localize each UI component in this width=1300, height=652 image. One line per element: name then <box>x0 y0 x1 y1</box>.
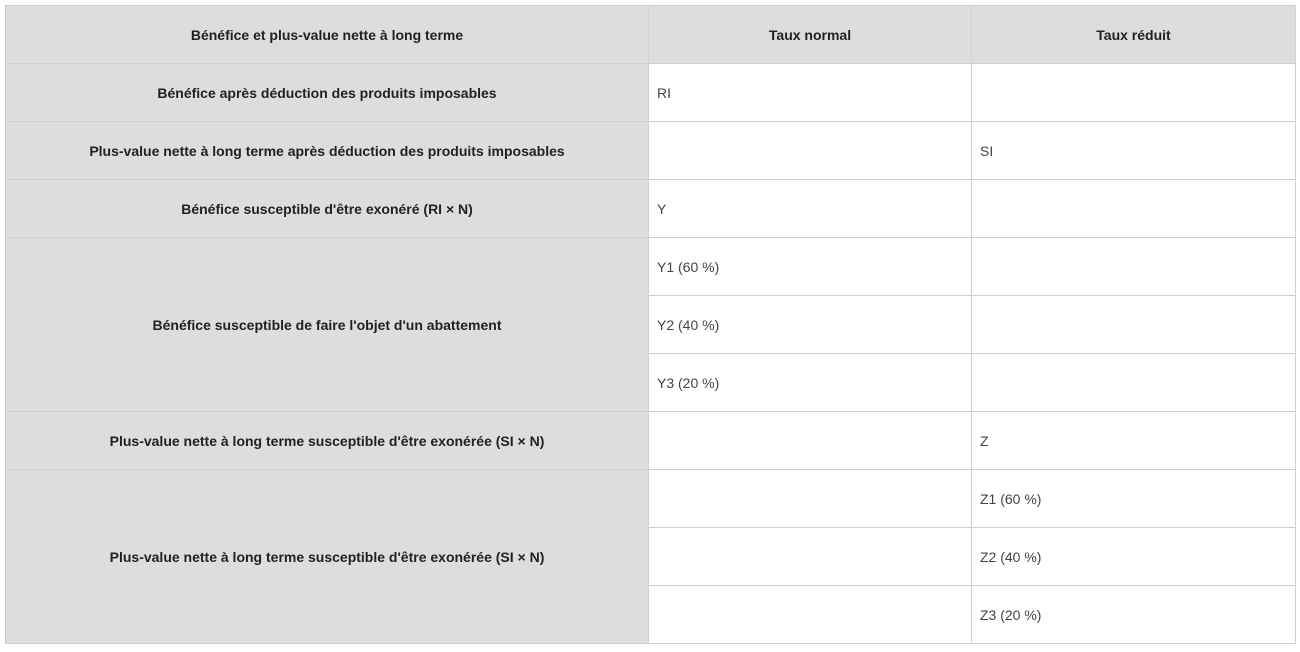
cell-taux-normal <box>649 412 972 470</box>
cell-taux-normal: Y <box>649 180 972 238</box>
tax-table <box>5 5 1296 644</box>
row-label: Bénéfice susceptible d'être exonéré (RI × N) <box>6 180 649 238</box>
table-row <box>6 238 1296 296</box>
cell-taux-reduit <box>972 296 1296 354</box>
cell-taux-reduit <box>972 180 1296 238</box>
row-label: Plus-value nette à long terme susceptible d'être exonérée (SI × N) <box>6 412 649 470</box>
row-label: Plus-value nette à long terme après déduction des produits imposables <box>6 122 649 180</box>
header-taux-normal: Taux normal <box>649 6 972 64</box>
row-label: Plus-value nette à long terme susceptible d'être exonérée (SI × N) <box>6 470 649 644</box>
cell-taux-reduit: Z1 (60 %) <box>972 470 1296 528</box>
row-label: Bénéfice susceptible de faire l'objet d'un abattement <box>6 238 649 412</box>
table-row <box>6 180 1296 238</box>
cell-taux-normal: Y3 (20 %) <box>649 354 972 412</box>
cell-taux-normal <box>649 470 972 528</box>
table-row <box>6 412 1296 470</box>
cell-taux-reduit <box>972 64 1296 122</box>
cell-taux-normal <box>649 586 972 644</box>
table-row <box>6 64 1296 122</box>
table-row <box>6 122 1296 180</box>
cell-taux-reduit: Z3 (20 %) <box>972 586 1296 644</box>
cell-taux-normal: Y2 (40 %) <box>649 296 972 354</box>
cell-taux-normal <box>649 122 972 180</box>
table-row <box>6 470 1296 528</box>
cell-taux-normal: RI <box>649 64 972 122</box>
cell-taux-normal: Y1 (60 %) <box>649 238 972 296</box>
cell-taux-reduit <box>972 354 1296 412</box>
cell-taux-reduit: Z <box>972 412 1296 470</box>
cell-taux-normal <box>649 528 972 586</box>
row-label: Bénéfice après déduction des produits imposables <box>6 64 649 122</box>
cell-taux-reduit <box>972 238 1296 296</box>
header-taux-reduit: Taux réduit <box>972 6 1296 64</box>
cell-taux-reduit: SI <box>972 122 1296 180</box>
cell-taux-reduit: Z2 (40 %) <box>972 528 1296 586</box>
table-container <box>5 5 1296 644</box>
header-benefice: Bénéfice et plus-value nette à long terme <box>6 6 649 64</box>
table-header-row <box>6 6 1296 64</box>
